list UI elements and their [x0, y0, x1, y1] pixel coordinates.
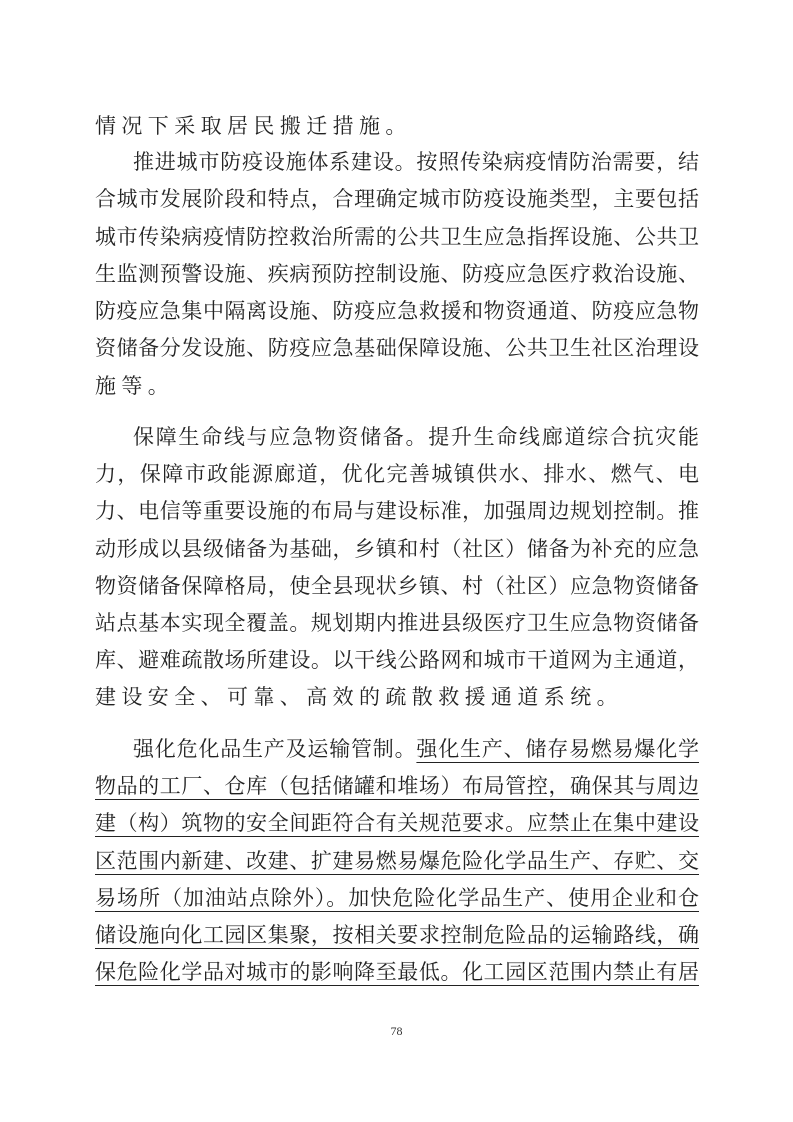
- paragraph-line: 物资储备保障格局，使全县现状乡镇、村（社区）应急物资储备: [95, 574, 699, 598]
- paragraph-line: 资储备分发设施、防疫应急基础保障设施、公共卫生社区治理设: [95, 336, 699, 360]
- underlined-text: 储设施向化工园区集聚，按相关要求控制危险品的运输路线，确: [95, 923, 699, 947]
- page-number: 78: [390, 1024, 403, 1038]
- paragraph-lead: 保障生命线与应急物资储备。: [133, 425, 429, 449]
- underlined-text: 强化生产、储存易燃易爆化学: [416, 737, 700, 761]
- paragraph-first-line: [95, 734, 699, 764]
- paragraph-line: 力，保障市政能源廊道，优化完善城镇供水、排水、燃气、电: [95, 462, 699, 486]
- paragraph-line: [95, 957, 699, 987]
- paragraph-first-line: [95, 147, 699, 177]
- paragraph-line: 合城市发展阶段和特点，合理确定城市防疫设施类型，主要包括: [95, 187, 699, 211]
- underlined-text: 区范围内新建、改建、扩建易燃易爆危险化学品生产、存贮、交: [95, 849, 699, 873]
- paragraph-line: 建设安全、可靠、高效的疏散救援通道系统。: [95, 685, 623, 709]
- paragraph-line: 站点基本实现全覆盖。规划期内推进县级医疗卫生应急物资储备: [95, 611, 699, 635]
- paragraph-text: 提升生命线廊道综合抗灾能: [428, 425, 700, 449]
- paragraph-line: [95, 920, 699, 950]
- paragraph-lead: 强化危化品生产及运输管制。: [133, 737, 417, 761]
- paragraph-line: 力、电信等重要设施的布局与建设标准，加强周边规划控制。推: [95, 499, 699, 523]
- paragraph-line: [95, 883, 699, 913]
- paragraph-line: [95, 771, 699, 801]
- paragraph-line: 动形成以县级储备为基础，乡镇和村（社区）储备为补充的应急: [95, 537, 699, 561]
- paragraph-line: [95, 808, 699, 838]
- paragraph-lead: 推进城市防疫设施体系建设。: [133, 150, 417, 174]
- paragraph-line: 防疫应急集中隔离设施、防疫应急救援和物资通道、防疫应急物: [95, 299, 699, 323]
- paragraph-line: 施等。: [95, 374, 175, 398]
- paragraph-line: [95, 846, 699, 876]
- paragraph-first-line: [95, 422, 699, 452]
- paragraph-line: 城市传染病疫情防控救治所需的公共卫生应急指挥设施、公共卫: [95, 225, 699, 249]
- underlined-text: 易场所（加油站点除外）。加快危险化学品生产、使用企业和仓: [95, 886, 699, 910]
- paragraph-line: 情况下采取居民搬迁措施。: [95, 114, 412, 138]
- paragraph-line: 库、避难疏散场所建设。以干线公路网和城市干道网为主通道，: [95, 648, 699, 672]
- underlined-text: 保危险化学品对城市的影响降至最低。化工园区范围内禁止有居: [95, 960, 699, 984]
- paragraph-line: 生监测预警设施、疾病预防控制设施、防疫应急医疗救治设施、: [95, 262, 699, 286]
- paragraph-text: 按照传染病疫情防治需要，结: [416, 150, 700, 174]
- underlined-text: 建（构）筑物的安全间距符合有关规范要求。应禁止在集中建设: [95, 811, 699, 835]
- underlined-text: 物品的工厂、仓库（包括储罐和堆场）布局管控，确保其与周边: [95, 774, 699, 798]
